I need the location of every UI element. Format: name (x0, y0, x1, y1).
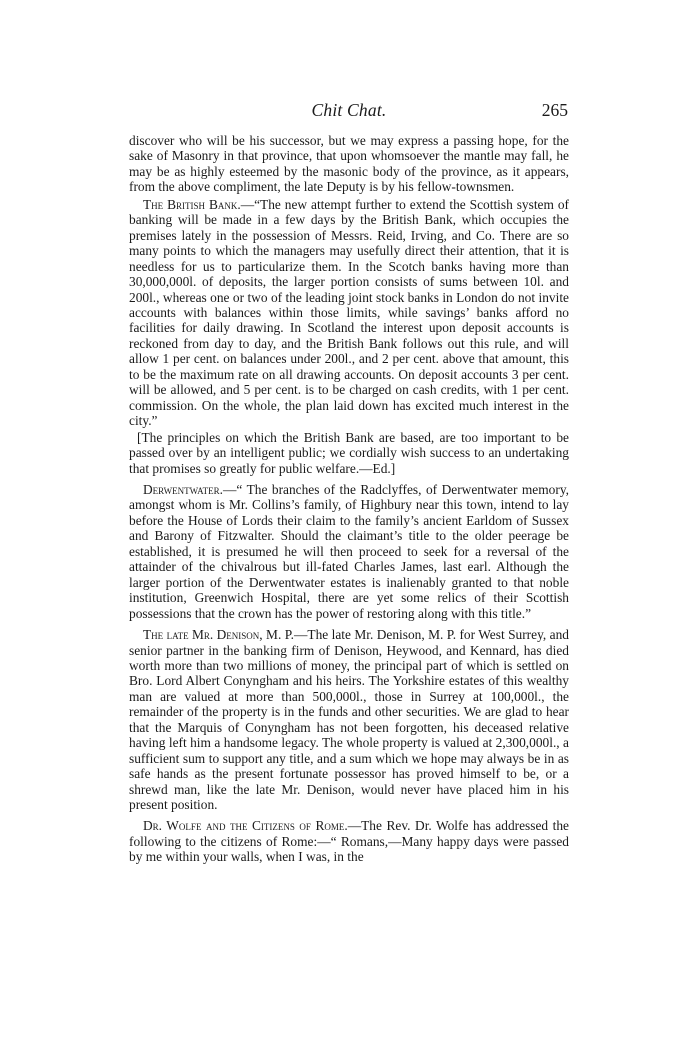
paragraph-text: [The principles on which the British Bank are based, are too important to be passed over by an intelligent public; we cordially wish success to an undertaking that promises so greatly for public welfare.—Ed.] (129, 429, 569, 476)
section-heading: Dr. Wolfe and the Citizens of Rome. (143, 818, 348, 834)
paragraph-text: —The Rev. Dr. Wolfe has addressed the following to the citizens of Rome:—“ Romans,—Many happy days were passed by me within your walls, when I was, in the (129, 818, 569, 865)
paragraph-editor-note (129, 430, 569, 476)
paragraph-text: —“The new attempt further to extend the Scottish system of banking will be made in a few days by the British Bank, which occupies the premises lately in the possession of Messrs. Reid, Irving, and Co. There are so many points to which the managers may usefully direct their attention, that it is needless for us to particularize them. In the Scotch banks having more than 30,000,000l. of deposits, the larger portion consists of sums between 10l. and 200l., whereas one or two of the leading joint stock banks in London do not invite accounts with balances within those limits, while savings’ banks afford no facilities for daily drawing. In Scotland the interest upon deposit accounts is reckoned from day to day, and the British Bank follows out this rule, and will allow 1 per cent. on balances under 200l., and 2 per cent. above that amount, this to be the maximum rate on all drawing accounts. On deposit accounts 3 per cent. will be allowed, and 5 per cent. is to be charged on cash credits, with 1 per cent. commission. On the whole, the plan laid down has excited much interest in the city.” (129, 196, 569, 429)
paragraph-denison (129, 627, 569, 812)
section-heading: Derwentwater. (143, 481, 224, 497)
paragraph-text: —The late Mr. Denison, M. P. for West Surrey, and senior partner in the banking firm of Denison, Heywood, and Kennard, has died worth more than two millions of money, the principal part of which is settled on Bro. Lord Albert Conyngham and his heirs. The Yorkshire estates of this wealthy man are valued at more than 500,000l., those in Surrey at 100,000l., the remainder of the property is in the funds and other securities. We are glad to hear that the Marquis of Conyngham has not been forgotten, his deceased relative having left him a handsome legacy. The whole property is valued at 2,300,000l., a sufficient sum to support any title, and a sum which we hope may always be in as safe hands as the present fortunate possessor has proved himself to be, or a shrewd man, like the late Mr. Denison, would never have placed him in his present position. (129, 627, 569, 813)
body-text (129, 133, 569, 871)
paragraph-british-bank (129, 197, 569, 429)
paragraph-continuation (129, 133, 569, 195)
paragraph-derwentwater (129, 482, 569, 621)
section-heading: The late Mr. Denison, M. P. (143, 627, 295, 643)
page-number: 265 (541, 100, 568, 120)
paragraph-text: —“ The branches of the Radclyffes, of Derwentwater memory, amongst whom is Mr. Collins’s family, of Highbury near this town, intend to lay before the House of Lords their claim to the family’s ancient Earldom of Sussex and Barony of Fitzwalter. Should the claimant’s title to the older peerage be established, it is presumed he will then proceed to seek for a reversal of the attainder of the chivalrous but ill-fated Charles James, last earl. Although the larger portion of the Derwentwater estates is inalienably granted to that noble institution, Greenwich Hospital, there are yet some relics of their Scottish possessions that the crown has the power of restoring along with this title.” (129, 481, 569, 621)
page-header (130, 100, 568, 122)
section-heading: The British Bank. (143, 196, 241, 212)
paragraph-text: discover who will be his successor, but we may express a passing hope, for the sake of Masonry in that province, that upon whomsoever the mantle may fall, he may be as highly esteemed by the masonic body of the province, as it appears, from the above compliment, the late Deputy is by his fellow-townsmen. (129, 133, 569, 195)
paragraph-wolfe (129, 818, 569, 864)
running-title: Chit Chat. (311, 100, 387, 120)
